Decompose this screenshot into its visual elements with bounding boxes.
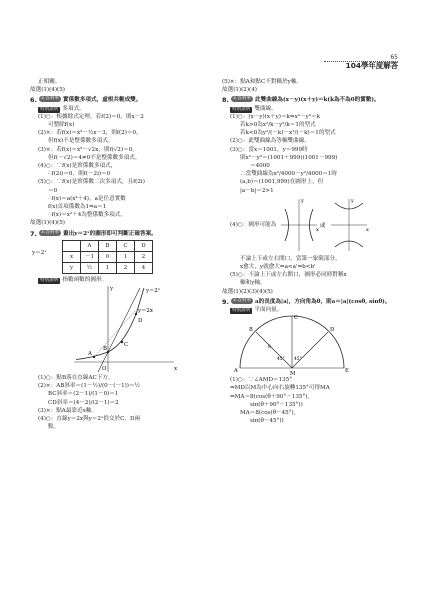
solution-line: (1)○：點B落在直線AC下方。	[38, 375, 114, 382]
solution-line: (2)×：若f(x)＝x²－½x－3，則f(2)＝0，	[38, 130, 142, 137]
note-tag: 特別說明	[40, 277, 59, 283]
solution-line: sin(θ－45°))	[250, 418, 284, 425]
x-axis-label: x	[174, 366, 178, 373]
solution-line: ∴f(x)＝a(x²＋4)，a是任意實數	[48, 195, 126, 202]
point-a-label: A	[88, 351, 92, 358]
table-cell: 4	[135, 262, 153, 273]
note-text: 多項式。	[62, 105, 85, 112]
value-table	[62, 240, 153, 274]
question-number: 7.	[30, 229, 37, 238]
solution-line: 則x²－y²＝(1001＋999)(1001－999)	[240, 154, 338, 161]
table-cell: 1	[99, 262, 117, 273]
table-cell: D	[135, 240, 153, 251]
solution-line: (4)○：圖形可能為	[230, 221, 277, 228]
table-cell: 2	[135, 251, 153, 262]
solution-line: f(x)首項係數為1⇒a＝1	[48, 204, 107, 211]
solution-line: (5)○：∵f(x)是實係數二次多項式，且f(2i)	[38, 179, 145, 186]
text-line: 正相關。	[38, 79, 61, 85]
solution-line: 不論上下或左右開口，當第一象限部分，	[240, 255, 341, 262]
y-axis-label: y	[110, 286, 114, 293]
table-cell: A	[81, 240, 99, 251]
solution-line: ⇒MD以M為中心向右旋轉135°可得MA	[230, 385, 330, 392]
question-text: 畫出y＝2ˣ的圖形即可判斷正確答案。	[63, 230, 157, 237]
solution-line: (1)○：(x－y)(x＋y)＝k⇒x²－y²＝k	[230, 113, 320, 120]
answer-line: 故選(1)(4)(5)	[30, 220, 65, 227]
solution-line: (5)×：點A和點C不對稱於y軸。	[222, 79, 303, 85]
origin-label: O	[102, 366, 107, 373]
solution-line: (1)○：∵∠AMD＝135°	[230, 377, 292, 384]
difficulty-badge: 3.答對率	[232, 297, 252, 303]
solution-line: (4)○：∵f(x)是實係數多項式，	[38, 163, 117, 170]
difficulty-badge: 3.答對率	[232, 96, 252, 102]
hyperbola-graphs	[279, 195, 371, 255]
solution-line: MA＝8(cos(θ－45°),	[240, 410, 296, 417]
exponential-graph	[70, 284, 180, 374]
solution-line: 若k>0為x²/k－y²/k＝1的型式	[240, 122, 316, 129]
solution-line: ∴當雙曲線為x²/4000－y²/4000＝1時	[240, 171, 337, 178]
vector-md	[292, 332, 328, 368]
point-c	[121, 341, 123, 343]
right-column	[222, 78, 398, 425]
curve-label: y＝2ˣ	[146, 288, 161, 295]
point-e-label: E	[345, 368, 349, 375]
left-column	[30, 78, 210, 431]
solution-line: (3)×：點A最靠近x軸。	[38, 407, 97, 414]
table-cell: y	[63, 262, 81, 273]
line-2x	[98, 288, 140, 372]
header-rule	[324, 61, 398, 62]
point-c-label: C	[124, 342, 129, 349]
solution-line: 但f(x)不是整係數多項式。	[48, 138, 114, 145]
table-row	[63, 251, 153, 262]
question-text: 實係數多項式，虛根共軛成雙。	[63, 97, 142, 104]
question-6-heading	[30, 96, 210, 104]
point-m-label: M	[290, 371, 296, 377]
answer-line: 故選(1)(4)(5)	[30, 87, 65, 94]
table-cell: 0	[99, 251, 117, 262]
table-header-row	[63, 240, 153, 251]
solution-line: CD斜率＝(4－2)/(2－1)＝2	[48, 399, 119, 406]
table-row	[63, 262, 153, 273]
solution-line: BC斜率＝(2－1)/(1－0)＝1	[48, 391, 119, 398]
solution-line: 點。	[48, 424, 60, 431]
point-d	[135, 313, 137, 315]
x-axis-label: x	[366, 226, 370, 233]
question-8-heading	[222, 96, 398, 104]
value-table-block	[30, 240, 210, 274]
solution-line: ＝0	[48, 187, 58, 194]
note-line	[222, 105, 398, 113]
solution-line: (3)○：當x＝1001，y＝999時	[230, 146, 308, 153]
x-axis-label: x	[316, 226, 320, 233]
point-b-label: B	[103, 346, 107, 353]
solution-line: |a－b|＝2>1	[240, 187, 274, 194]
difficulty-badge: 3.答對率	[40, 96, 60, 102]
solution-line: (2)×：AB斜率＝(1－½)/(0－(－1))＝½	[38, 383, 141, 390]
note-text: 平面向量。	[254, 307, 283, 314]
note-line	[222, 306, 398, 314]
or-label: 或	[320, 222, 326, 229]
point-c-label: C	[294, 315, 298, 322]
solution-line: sin(θ＋90°－135°))	[250, 401, 303, 408]
solution-line: ⇒MA＝8(cos(θ＋90°－135°),	[230, 393, 310, 400]
table-cell	[63, 240, 81, 251]
note-line	[30, 276, 210, 284]
solution-line: (a,b)＝(1001,999)在圖形上，但	[240, 179, 324, 186]
question-text: a的長度為|a|，方向角為θ，則a＝|a|(cosθ, sinθ)。	[255, 298, 391, 305]
note-tag: 特別說明	[40, 106, 59, 112]
difficulty-badge: 3.答對率	[40, 229, 60, 235]
solution-line: ∴f(x)＝x²＋4為整係數多項式。	[48, 212, 127, 219]
note-text: 指數函數的圖形。	[62, 276, 108, 283]
hyperbola-graphs-row	[222, 195, 398, 255]
solution-line: (5)○：不論上下或左右開口，圖形必同時對稱x	[230, 272, 347, 279]
question-number: 9.	[222, 297, 229, 306]
point-d-label: D	[138, 318, 143, 325]
point-b	[107, 351, 109, 353]
solution-line: (4)○：直線y＝2x與y＝2ˣ恰交於C、D兩	[38, 416, 141, 423]
solution-line: 可整除f(x)	[48, 122, 75, 129]
question-7-heading	[30, 230, 210, 238]
table-cell: －1	[81, 251, 99, 262]
angle-label: 45°	[277, 357, 285, 363]
answer-line: 故選(1)(2)(4)	[222, 87, 257, 94]
book-title: 104學年度解答	[345, 61, 398, 71]
answer-line: 故選(1)(2)(3)(4)(5)	[222, 288, 273, 295]
solution-line: (1)○：根據餘式定理，若f(2)＝0，則x－2	[38, 113, 144, 120]
radius-label: 8	[268, 345, 271, 351]
table-cell: 1	[117, 251, 135, 262]
solution-line: ＝4000	[250, 163, 270, 170]
note-text: 雙曲線。	[254, 105, 277, 112]
point-a-label: A	[234, 368, 238, 375]
table-cell: ½	[81, 262, 99, 273]
question-number: 8.	[222, 96, 229, 105]
note-tag: 特別說明	[232, 308, 251, 314]
question-9-heading	[222, 298, 398, 306]
point-a	[93, 356, 95, 358]
solution-line: 軸和y軸。	[240, 280, 266, 287]
table-cell: 2	[117, 262, 135, 273]
solution-line: x愈大，y就愈大⇒a<a'⇒b<b'	[240, 264, 316, 271]
angle-label: 45°	[294, 357, 302, 363]
solution-line: (3)×：若f(x)＝x²－√2x，則f(√2)＝0，	[38, 146, 138, 153]
y-axis-label: y	[351, 197, 355, 204]
vector-mb	[256, 332, 292, 368]
table-cell: B	[99, 240, 117, 251]
table-cell: C	[117, 240, 135, 251]
solution-line: 但f(－√2)＝4≠0不是整係數多項式。	[48, 154, 141, 161]
question-number: 6.	[30, 96, 37, 105]
point-b-label: B	[249, 327, 253, 334]
note-tag: 特別說明	[232, 106, 251, 112]
semicircle-vector-diagram	[232, 314, 352, 376]
page-header	[346, 54, 398, 70]
line-label: y＝2x	[138, 308, 153, 315]
table-cell: x	[63, 251, 81, 262]
solution-line: 若k<0為y²/(－k)－x²/(－k)＝1的型式	[240, 130, 336, 137]
page-number: 65	[390, 54, 398, 61]
note-line	[30, 105, 210, 113]
y-axis-label: y	[301, 197, 305, 204]
curve-2-to-x	[76, 288, 144, 360]
solution-line: ∴f(2i)＝0，則f(－2i)＝0	[48, 171, 111, 178]
table-function-label: y＝2ˣ	[32, 249, 47, 256]
solution-line: (2)○：此雙曲線為等軸雙曲線。	[230, 138, 310, 145]
question-text: 此雙曲線為(x－y)(x＋y)＝k(k為不為0的實數)。	[255, 97, 380, 104]
point-d-label: D	[330, 327, 335, 334]
line-ac	[94, 310, 136, 357]
